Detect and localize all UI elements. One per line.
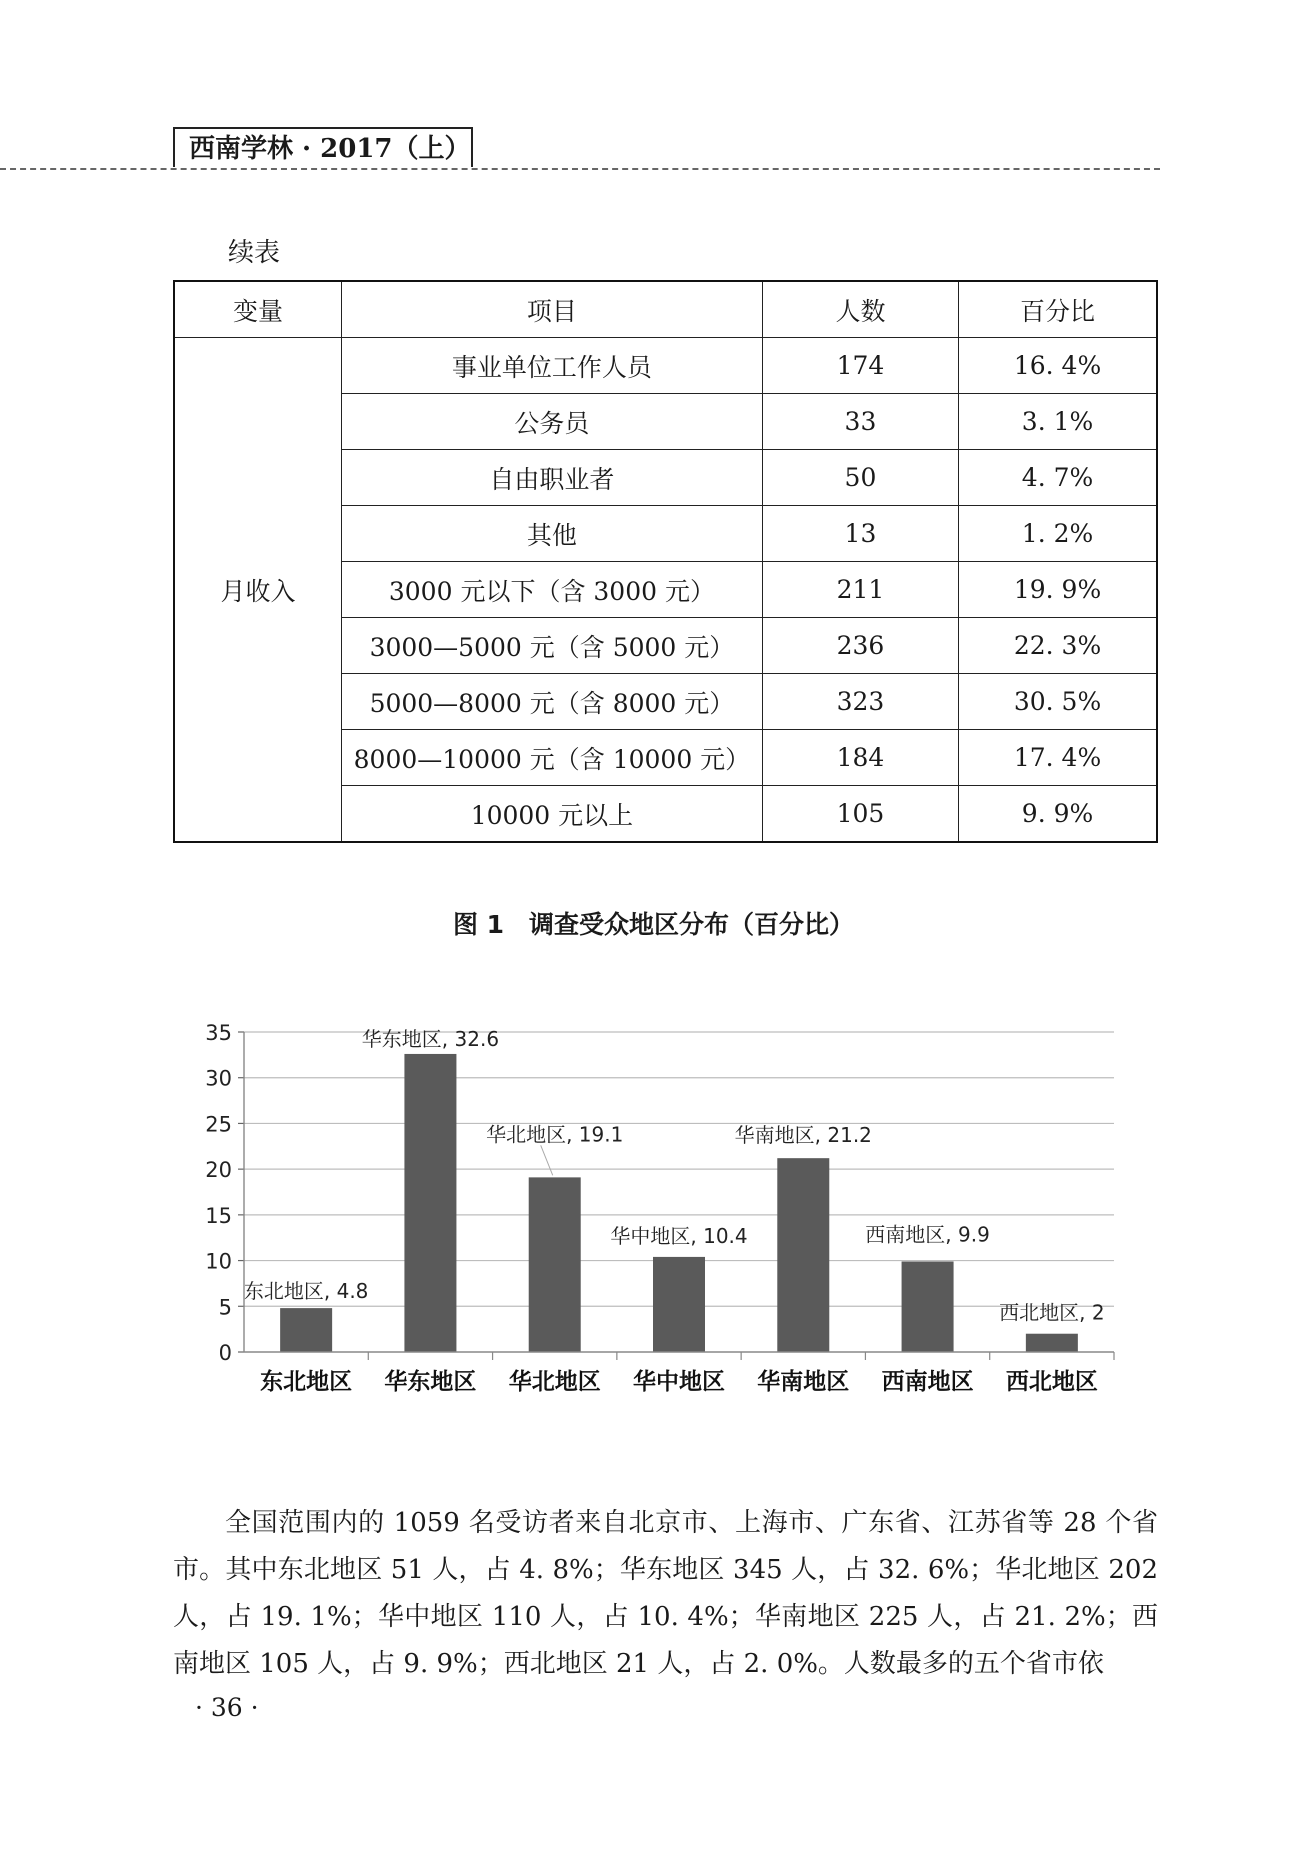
item-cell: 3000 元以下（含 3000 元） [342, 562, 763, 618]
x-tick-label: 西南地区 [881, 1369, 974, 1395]
data-label: 华南地区, 21.2 [734, 1123, 872, 1148]
bar [280, 1308, 332, 1352]
x-tick-label: 华南地区 [757, 1369, 850, 1395]
percent-cell: 17. 4% [959, 730, 1157, 786]
income-table [173, 280, 1158, 843]
count-cell: 236 [762, 618, 958, 674]
data-label: 华北地区, 19.1 [486, 1122, 624, 1147]
body-text [173, 1500, 1158, 1688]
x-tick-label: 华中地区 [633, 1369, 725, 1395]
bar [404, 1054, 456, 1352]
item-cell: 10000 元以上 [342, 786, 763, 843]
item-cell: 自由职业者 [342, 450, 763, 506]
bar [902, 1261, 954, 1352]
table-header-row [174, 281, 1157, 338]
x-tick-label: 华东地区 [384, 1369, 477, 1395]
percent-cell: 19. 9% [959, 562, 1157, 618]
group-label-cell: 月收入 [174, 338, 342, 843]
figure-title: 图 1 调查受众地区分布（百分比） [452, 910, 855, 939]
page-number: · 36 · [195, 1693, 259, 1722]
y-tick-label: 10 [205, 1249, 232, 1274]
column-header: 变量 [174, 281, 342, 338]
count-cell: 50 [762, 450, 958, 506]
table-continuation-label: 续表 [228, 238, 281, 268]
column-header: 人数 [762, 281, 958, 338]
journal-header: 西南学林 · 2017（上） [173, 127, 473, 167]
y-tick-label: 5 [218, 1295, 232, 1320]
region-bar-chart [170, 1000, 1140, 1430]
y-tick-label: 30 [205, 1066, 232, 1091]
bar [777, 1158, 829, 1352]
x-tick-label: 东北地区 [260, 1369, 353, 1395]
percent-cell: 16. 4% [959, 338, 1157, 394]
count-cell: 105 [762, 786, 958, 843]
percent-cell: 30. 5% [959, 674, 1157, 730]
header-divider [0, 168, 1160, 170]
y-tick-label: 20 [205, 1158, 232, 1183]
y-tick-label: 35 [205, 1021, 232, 1045]
percent-cell: 1. 2% [959, 506, 1157, 562]
count-cell: 211 [762, 562, 958, 618]
data-label: 西南地区, 9.9 [865, 1222, 990, 1247]
count-cell: 13 [762, 506, 958, 562]
bar [1026, 1334, 1078, 1352]
data-label: 华东地区, 32.6 [361, 1026, 500, 1051]
bar [653, 1257, 705, 1352]
count-cell: 323 [762, 674, 958, 730]
column-header: 项目 [342, 281, 763, 338]
x-tick-label: 西北地区 [1005, 1369, 1098, 1395]
y-tick-label: 0 [218, 1341, 232, 1365]
y-tick-label: 15 [205, 1203, 232, 1228]
data-label: 华中地区, 10.4 [610, 1223, 748, 1248]
percent-cell: 22. 3% [959, 618, 1157, 674]
percent-cell: 4. 7% [959, 450, 1157, 506]
item-cell: 其他 [342, 506, 763, 562]
percent-cell: 9. 9% [959, 786, 1157, 843]
table-row [174, 338, 1157, 394]
x-tick-label: 华北地区 [508, 1369, 601, 1395]
data-label: 东北地区, 4.8 [243, 1279, 369, 1304]
bar [529, 1177, 581, 1352]
item-cell: 5000—8000 元（含 8000 元） [342, 674, 763, 730]
count-cell: 174 [762, 338, 958, 394]
count-cell: 33 [762, 394, 958, 450]
y-tick-label: 25 [205, 1112, 232, 1137]
percent-cell: 3. 1% [959, 394, 1157, 450]
leader-line [541, 1145, 553, 1175]
body-paragraph: 全国范围内的 1059 名受访者来自北京市、上海市、广东省、江苏省等 28 个省市。其中东北地区 51 人，占 4. 8%；华东地区 345 人，占 32. 6%；华北地区 202 人，占 19. 1%；华中地区 110 人，占 10. 4%；华南地区 225 人，占 21. 2%；西南地区 105 人，占 9. 9%；西北地区 21 人，占 2. 0%。人数最多的五个省市依 [173, 1508, 1158, 1679]
column-header: 百分比 [959, 281, 1157, 338]
item-cell: 公务员 [342, 394, 763, 450]
item-cell: 8000—10000 元（含 10000 元） [342, 730, 763, 786]
data-label: 西北地区, 2 [999, 1300, 1105, 1325]
item-cell: 事业单位工作人员 [342, 338, 763, 394]
count-cell: 184 [762, 730, 958, 786]
item-cell: 3000—5000 元（含 5000 元） [342, 618, 763, 674]
